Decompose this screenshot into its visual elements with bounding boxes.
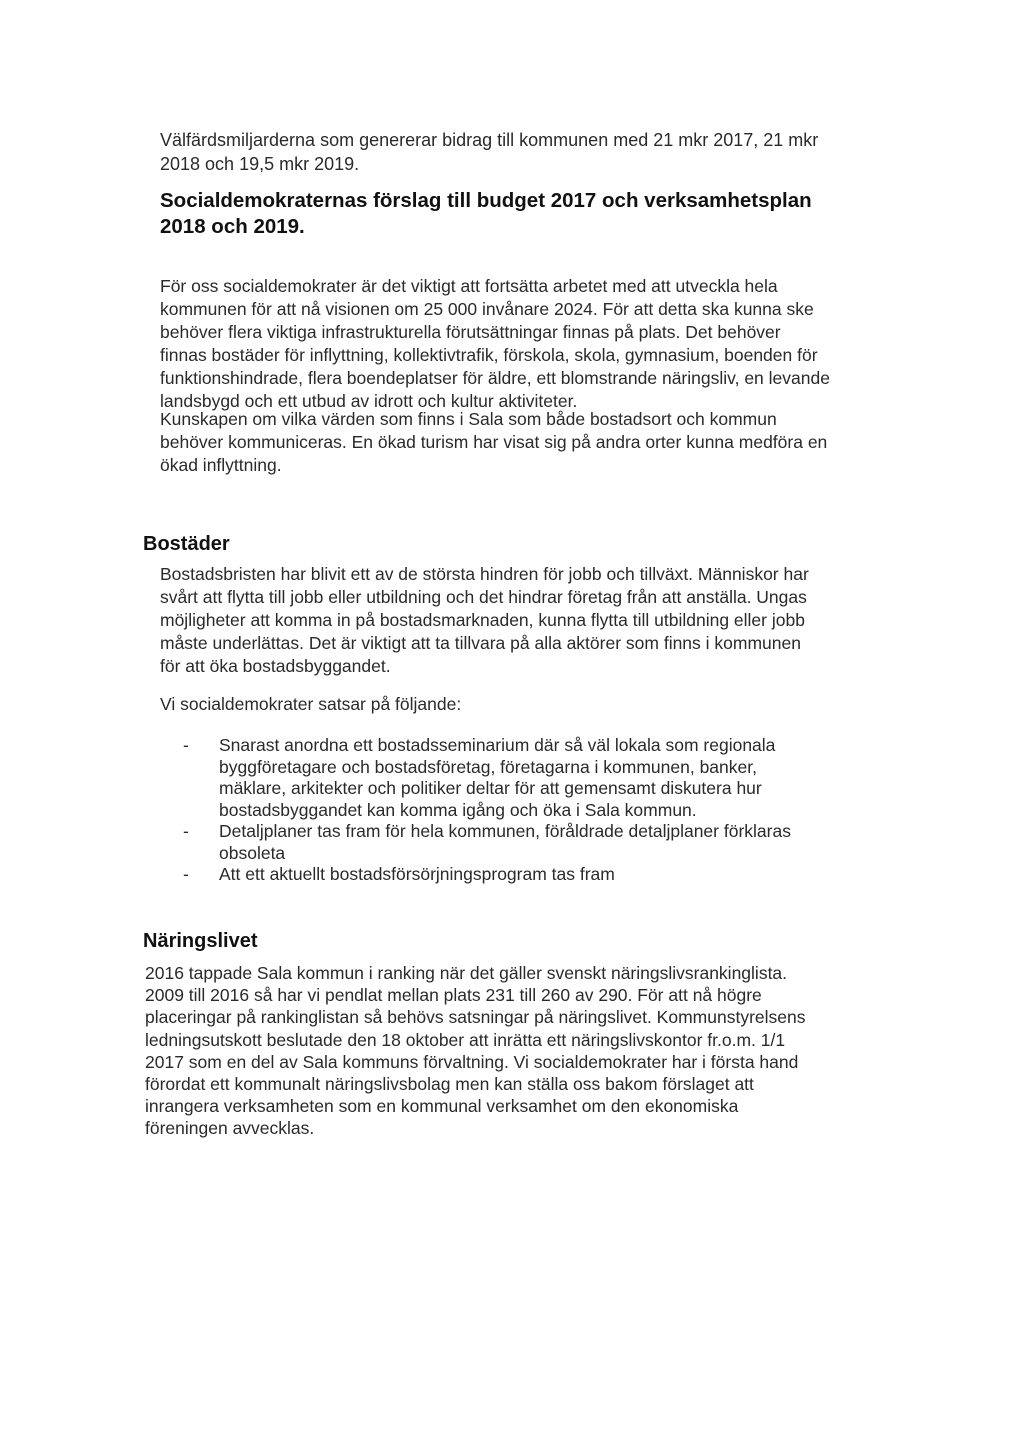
bullet-dash: - <box>183 821 189 841</box>
list-item-text: Snarast anordna ett bostadsseminarium där så väl lokala som regionala byggföretagare och bostadsföretag, företagarna i kommunen, banker, mäklare, arkitekter och politiker deltar för att gemensamt diskutera hur bostadsbyggandet kan komma igång och öka i Sala kommun. <box>219 735 776 820</box>
list-item-text: Detaljplaner tas fram för hela kommunen, föråldrade detaljplaner förklaras obsoleta <box>219 821 791 863</box>
paragraph-lead: Vi socialdemokrater satsar på följande: <box>160 694 462 714</box>
paragraph-naringslivet: 2016 tappade Sala kommun i ranking när det gäller svenskt näringslivsrankinglista. 2009 till 2016 så har vi pendlat mellan plats 231 till 260 av 290. För att nå högre placeringar på rankinglistan så behövs satsningar på näringslivet. Kommunstyrelsens ledningsutskott beslutade den 18 oktober att inrätta ett näringslivskontor fr.o.m. 1/1 2017 som en del av Sala kommuns förvaltning. Vi socialdemokrater har i första hand förordat ett kommunalt näringslivsbolag men kan ställa oss bakom förslaget att inrangera verksamheten som en kommunal verksamhet om den ekonomiska föreningen avvecklas. <box>145 963 806 1139</box>
paragraph-vision: För oss socialdemokrater är det viktigt att fortsätta arbetet med att utveckla hela kommunen för att nå visionen om 25 000 invånare 2024. För att detta ska kunna ske behöver flera viktiga infrastrukturella förutsättningar finnas på plats. Det behöver finnas bostäder för inflyttning, kollektivtrafik, förskola, skola, gymnasium, boenden för funktionshindrade, flera boendeplatser för äldre, ett blomstrande näringsliv, en levande landsbygd och ett utbud av idrott och kultur aktiviteter. <box>160 276 830 411</box>
paragraph-bostader: Bostadsbristen har blivit ett av de största hindren för jobb och tillväxt. Människor har svårt att flytta till jobb eller utbildning och det hindrar företag från att anställa. Ungas möjligheter att komma in på bostadsmarknaden, kunna flytta till utbildning eller jobb måste underlättas. Det är viktigt att ta tillvara på alla aktörer som finns i kommunen för att öka bostadsbyggandet. <box>160 564 809 676</box>
section-heading-naringslivet: Näringslivet <box>143 930 258 952</box>
list-item-text: Att ett aktuellt bostadsförsörjningsprogram tas fram <box>219 864 615 884</box>
list-item <box>183 864 803 886</box>
page-title: Socialdemokraternas förslag till budget 2017 och verksamhetsplan 2018 och 2019. <box>160 189 812 238</box>
bullet-dash: - <box>183 735 189 755</box>
paragraph-kunskapen: Kunskapen om vilka värden som finns i Sala som både bostadsort och kommun behöver kommuniceras. En ökad turism har visat sig på andra orter kunna medföra en ökad inflyttning. <box>160 409 828 475</box>
bullet-list-bostader <box>183 735 803 886</box>
intro-text: Välfärdsmiljarderna som genererar bidrag till kommunen med 21 mkr 2017, 21 mkr 2018 och 19,5 mkr 2019. <box>160 130 819 174</box>
list-item <box>183 821 803 864</box>
list-item <box>183 735 803 821</box>
section-heading-bostader: Bostäder <box>143 533 230 555</box>
bullet-dash: - <box>183 864 189 884</box>
